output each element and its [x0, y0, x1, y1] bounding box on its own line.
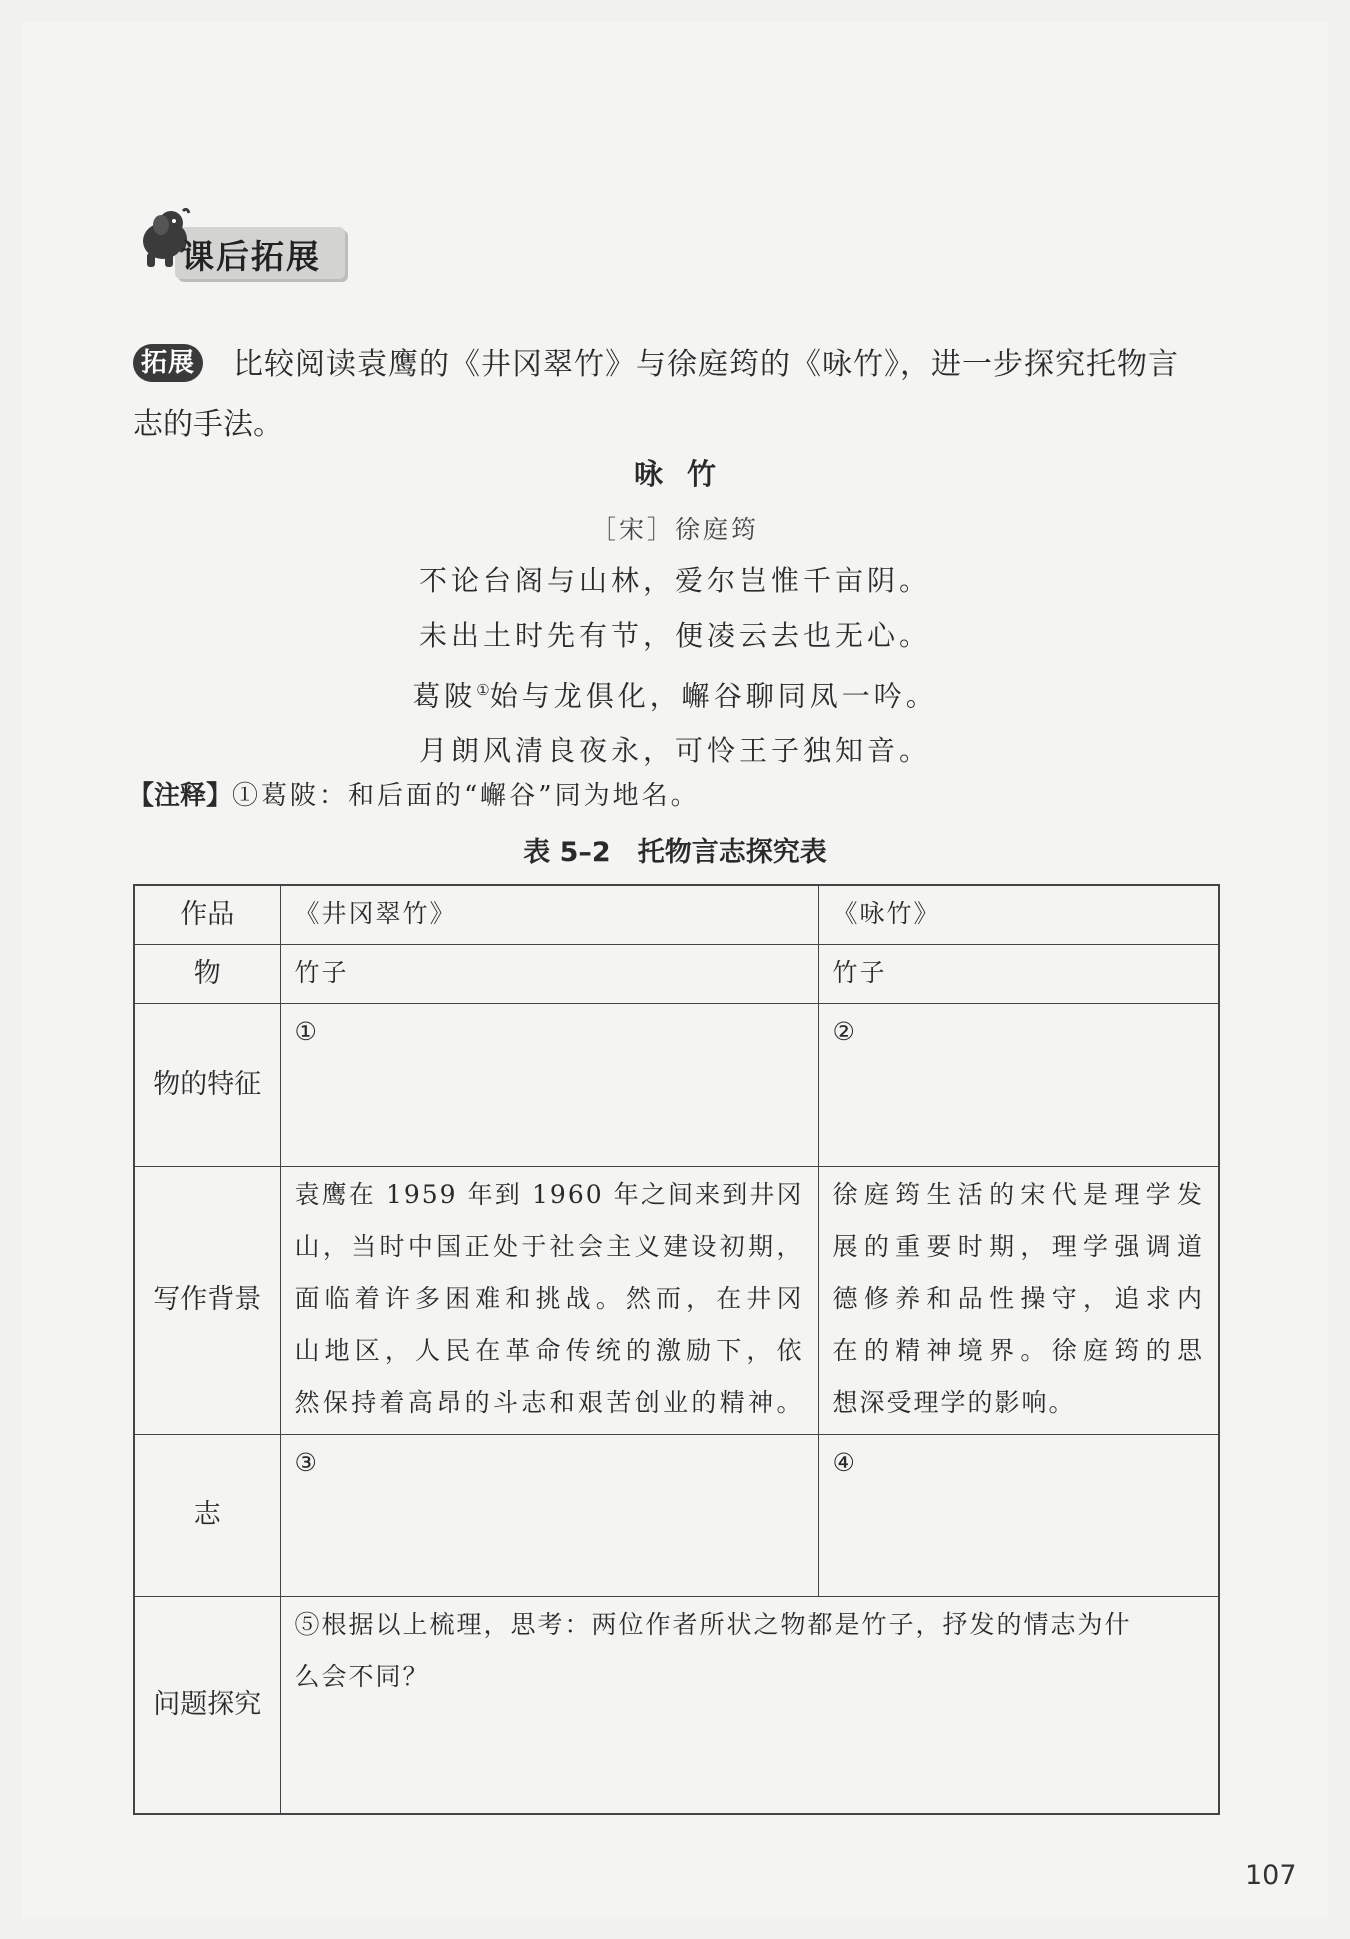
- answer-cell-1[interactable]: ①: [280, 1003, 818, 1166]
- table-row-question[interactable]: [134, 1596, 1219, 1814]
- poem-line: 月朗风清良夜永，可怜王子独知音。: [418, 734, 931, 768]
- text-line: 袁鹰在 1959 年到 1960 年之间来到井冈: [294, 1179, 804, 1209]
- row-head-work: 作品: [134, 885, 280, 944]
- table-row-object: [134, 944, 1219, 1003]
- row-head-aspiration: 志: [134, 1434, 280, 1596]
- row-head-features: 物的特征: [134, 1003, 280, 1166]
- answer-cell-2[interactable]: ②: [818, 1003, 1219, 1166]
- text-line: 在的精神境界。徐庭筠的思: [832, 1335, 1204, 1365]
- text-line: 面临着许多困难和挑战。然而，在井冈: [294, 1283, 804, 1313]
- annotation-text: ①葛陂：和后面的“嶰谷”同为地名。: [232, 781, 700, 811]
- cell-work-1: 《井冈翠竹》: [280, 885, 818, 944]
- annotation: [128, 775, 700, 812]
- text-line: 然保持着高昂的斗志和艰苦创业的精神。: [294, 1387, 804, 1417]
- table-caption: 表 5–2 托物言志探究表: [523, 837, 827, 868]
- cell-work-2: 《咏竹》: [818, 885, 1219, 944]
- cell-background-2: [818, 1166, 1219, 1434]
- text-line: 想深受理学的影响。: [832, 1387, 1076, 1417]
- section-title: 课后拓展: [181, 237, 321, 276]
- poem-line-post: 始与龙俱化，嶰谷聊同凤一吟。: [489, 679, 938, 713]
- text-line: 德修养和品性操守，追求内: [832, 1283, 1204, 1313]
- cell-background-1: [280, 1166, 818, 1434]
- task-line-1: [133, 335, 1223, 395]
- poem-author: ［宋］徐庭筠: [590, 515, 759, 544]
- table-row-aspiration[interactable]: [134, 1434, 1219, 1596]
- poem-line-pre: 葛陂: [412, 679, 477, 713]
- text-line: 展的重要时期，理学强调道: [832, 1231, 1204, 1261]
- row-head-question: 问题探究: [134, 1596, 280, 1814]
- task-badge: 拓展: [133, 344, 203, 382]
- table-row-work: [134, 885, 1219, 944]
- task-text-2: 志的手法。: [133, 407, 283, 442]
- poem-line: 不论台阁与山林，爱尔岂惟千亩阴。: [418, 564, 931, 597]
- cell-object-2: 竹子: [818, 944, 1219, 1003]
- annotation-label: 【注释】: [128, 781, 233, 811]
- footnote-marker: ①: [476, 681, 490, 699]
- text-line: 徐庭筠生活的宋代是理学发: [832, 1179, 1204, 1209]
- page-number: 107: [1245, 1860, 1297, 1891]
- question-line-1: ⑤根据以上梳理，思考：两位作者所状之物都是竹子，抒发的情志为什: [294, 1609, 1132, 1639]
- row-head-background: 写作背景: [134, 1166, 280, 1434]
- row-head-object: 物: [134, 944, 280, 1003]
- poem-title: 咏竹: [633, 457, 740, 491]
- poem-body: [0, 553, 1350, 778]
- answer-cell-3[interactable]: ③: [280, 1434, 818, 1596]
- text-line: 山，当时中国正处于社会主义建设初期，: [294, 1231, 804, 1261]
- task-text-1: 比较阅读袁鹰的《井冈翠竹》与徐庭筠的《咏竹》，进一步探究托物言: [233, 347, 1179, 382]
- answer-cell-5[interactable]: [280, 1596, 1219, 1814]
- answer-cell-4[interactable]: ④: [818, 1434, 1219, 1596]
- section-banner: [133, 205, 348, 280]
- cell-object-1: 竹子: [280, 944, 818, 1003]
- poem-line: 未出土时先有节，便凌云去也无心。: [418, 619, 931, 652]
- poem-line: [0, 663, 1350, 723]
- table-row-background: [134, 1166, 1219, 1434]
- text-line: 山地区，人民在革命传统的激励下，依: [294, 1335, 804, 1365]
- task-prompt: [133, 335, 1223, 455]
- question-line-2: 么会不同？: [294, 1661, 430, 1691]
- exploration-table: [133, 884, 1220, 1815]
- table-row-features[interactable]: [134, 1003, 1219, 1166]
